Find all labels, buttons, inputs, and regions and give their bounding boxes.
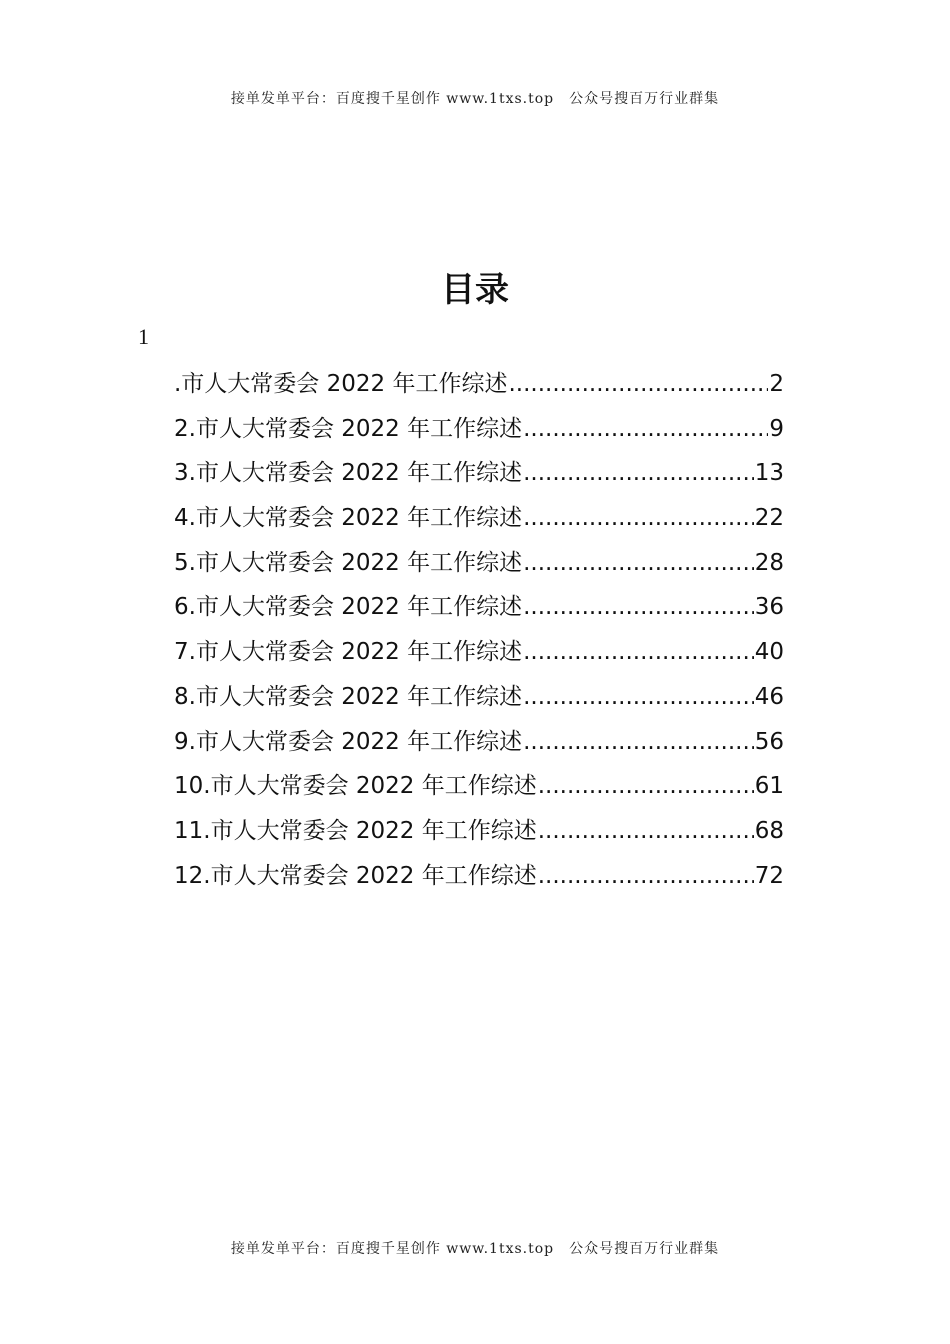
- toc-dot-leader: [523, 630, 754, 675]
- toc-entry[interactable]: [174, 362, 784, 407]
- toc-entry-label: 2.市人大常委会 2022 年工作综述: [174, 415, 523, 442]
- toc-entry-label: 12.市人大常委会 2022 年工作综述: [174, 862, 537, 889]
- toc-dot-leader: [508, 362, 768, 407]
- toc-entry-page: 36: [754, 594, 784, 621]
- page-title: 目录: [441, 270, 509, 310]
- page-header: 接单发单平台：百度搜千星创作 www.1txs.top 公众号搜百万行业群集: [230, 91, 720, 107]
- toc-entry-page: 28: [754, 549, 784, 576]
- toc-entry[interactable]: [174, 809, 784, 854]
- toc-entry-label: 5.市人大常委会 2022 年工作综述: [174, 549, 523, 576]
- toc-entry-page: 13: [754, 460, 784, 487]
- toc-entry-page: 40: [754, 639, 784, 666]
- toc-entry-label: 4.市人大常委会 2022 年工作综述: [174, 505, 523, 532]
- toc-entry-label: 8.市人大常委会 2022 年工作综述: [174, 683, 523, 710]
- toc-entry-page: 56: [754, 728, 784, 755]
- toc-dot-leader: [523, 675, 754, 720]
- toc-entry-label: .市人大常委会 2022 年工作综述: [174, 371, 508, 397]
- toc-entry[interactable]: [174, 407, 784, 452]
- toc-dot-leader: [538, 764, 754, 809]
- toc-entry-label: 9.市人大常委会 2022 年工作综述: [174, 728, 523, 755]
- toc-entry[interactable]: [174, 630, 784, 675]
- toc-entry-label: 3.市人大常委会 2022 年工作综述: [174, 460, 523, 487]
- toc-entry-label: 11.市人大常委会 2022 年工作综述: [174, 817, 537, 844]
- toc-entry-page: 61: [754, 773, 784, 800]
- toc-dot-leader: [523, 496, 754, 541]
- toc-entry-label: 10.市人大常委会 2022 年工作综述: [174, 773, 537, 800]
- toc-dot-leader: [538, 809, 754, 854]
- toc-entry[interactable]: [174, 675, 784, 720]
- page-footer: 接单发单平台：百度搜千星创作 www.1txs.top 公众号搜百万行业群集: [230, 1241, 720, 1257]
- toc-entry[interactable]: [174, 764, 784, 809]
- toc-entry-page: 22: [754, 505, 784, 532]
- toc-dot-leader: [523, 541, 754, 586]
- toc-entry-page: 46: [754, 683, 784, 710]
- toc-dot-leader: [523, 451, 754, 496]
- toc-entry-page: 72: [754, 862, 784, 889]
- table-of-contents: [174, 362, 784, 898]
- toc-entry-page: 2: [769, 371, 784, 397]
- toc-dot-leader: [523, 720, 754, 765]
- toc-entry-label: 6.市人大常委会 2022 年工作综述: [174, 594, 523, 621]
- toc-dot-leader: [523, 585, 754, 630]
- toc-entry[interactable]: [174, 496, 784, 541]
- toc-entry[interactable]: [174, 854, 784, 899]
- toc-entry-page: 9: [769, 415, 784, 442]
- toc-entry[interactable]: [174, 451, 784, 496]
- toc-entry[interactable]: [174, 585, 784, 630]
- toc-entry[interactable]: [174, 720, 784, 765]
- toc-entry-label: 7.市人大常委会 2022 年工作综述: [174, 639, 523, 666]
- toc-dot-leader: [538, 854, 754, 899]
- toc-dot-leader: [523, 407, 768, 452]
- toc-entry[interactable]: [174, 541, 784, 586]
- section-number: 1: [138, 324, 149, 349]
- toc-entry-page: 68: [754, 817, 784, 844]
